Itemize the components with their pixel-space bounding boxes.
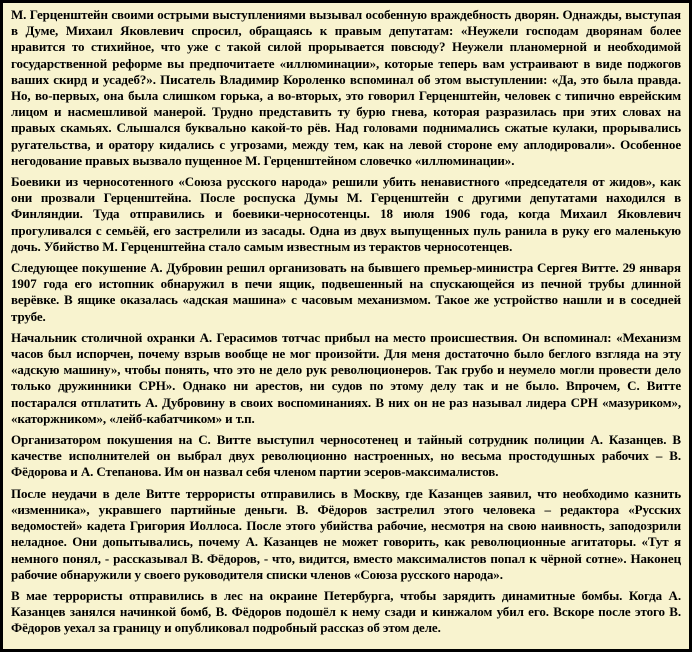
paragraph-3: Следующее покушение А. Дубровин решил организовать на бывшего премьер-министра Сергея Витте. 29 января 1907 года его истопник обнаружил в печи ящик, подвешенный на спускающейся из печной трубы длинной верёвке. В ящике оказалась «адская машина» с часовым механизмом. Такое же устройство нашли и в соседней трубе. — [11, 260, 681, 324]
paragraph-2: Боевики из черносотенного «Союза русского народа» решили убить ненавистного «председателя от жидов», как они прозвали Герценштейна. После роспуска Думы М. Герценштейн с другими депутатами находился в Финляндии. Туда отправились и боевики-черносотенцы. 18 июля 1906 года, когда Михаил Яковлевич прогуливался с семьёй, его застрелили из засады. Одна из двух выпущенных пуль ранила в руку его маленькую дочь. Убийство М. Герценштейна стало самым известным из терактов черносотенцев. — [11, 174, 681, 254]
paragraph-6: После неудачи в деле Витте террористы отправились в Москву, где Казанцев заявил, что необходимо казнить «изменника», укравшего партийные деньги. В. Фёдоров застрелил этого человека – редактора «Русских ведомостей» кадета Григория Иоллоса. После этого убийства рабочие, несмотря на свою наивность, заподозрили неладное. Они допытывались, почему А. Казанцев не может говорить, как революционные агитаторы. «Тут я немного понял, - рассказывал В. Фёдоров, - что, видится, вместо максималистов попал к чёрной сотне». Наконец рабочие обнаружили у своего руководителя списки членов «Союза русского народа». — [11, 485, 681, 582]
paragraph-5: Организатором покушения на С. Витте выступил черносотенец и тайный сотрудник полиции А. Казанцев. В качестве исполнителей он выбрал двух революционно настроенных, но весьма простодушных рабочих – В. Фёдорова и А. Степанова. Им он назвал себя членом партии эсеров-максималистов. — [11, 432, 681, 480]
paragraph-1: М. Герценштейн своими острыми выступлениями вызывал особенную враждебность дворян. Однажды, выступая в Думе, Михаил Яковлевич спросил, обращаясь к правым депутатам: «Неужели господам дворянам более нравится то стихийное, что уже с такой силой прорывается повсюду? Неужели планомерной и необходимой государственной реформе вы предпочитаете «иллюминации», которые теперь вам устраивают в виде поджогов ваших скирд и усадеб?». Писатель Владимир Короленко вспоминал об этом выступлении: «Да, это была правда. Но, во-первых, она была слишком горька, а во-вторых, это говорил Герценштейн, человек с типично еврейским лицом и насмешливой манерой. Трудно представить ту бурю гнева, которая разразилась при этих словах на правых скамьях. Слышался буквально какой-то рёв. Над головами поднимались сжатые кулаки, прорывались ругательства, и оратору кидались с угрозами, между тем, как на левой стороне ему аплодировали». Особенное негодование правых вызвало пущенное М. Герценштейном словечко «иллюминации». — [11, 7, 681, 168]
paragraph-4: Начальник столичной охранки А. Герасимов тотчас прибыл на место происшествия. Он вспоминал: «Механизм часов был испорчен, почему взрыв вообще не мог произойти. Для меня достаточно было беглого взгляда на эту «адскую машину», чтобы понять, что это не дело рук революционеров. Так грубо и неумело могли провести дело только дружинники СРН». Однако ни арестов, ни судов по этому делу так и не было. Впрочем, С. Витте постарался отплатить А. Дубровину в своих воспоминаниях. В них он не раз называл лидера СРН «мазуриком», «каторжником», «лейб-кабатчиком» и т.п. — [11, 329, 681, 426]
paragraph-7: В мае террористы отправились в лес на окраине Петербурга, чтобы зарядить динамитные бомбы. Когда А. Казанцев занялся начинкой бомб, В. Фёдоров подошёл к нему сзади и кинжалом убил его. Вскоре после этого В. Фёдоров уехал за границу и опубликовал подробный рассказ об этом деле. — [11, 587, 681, 636]
document-text — [3, 3, 689, 637]
